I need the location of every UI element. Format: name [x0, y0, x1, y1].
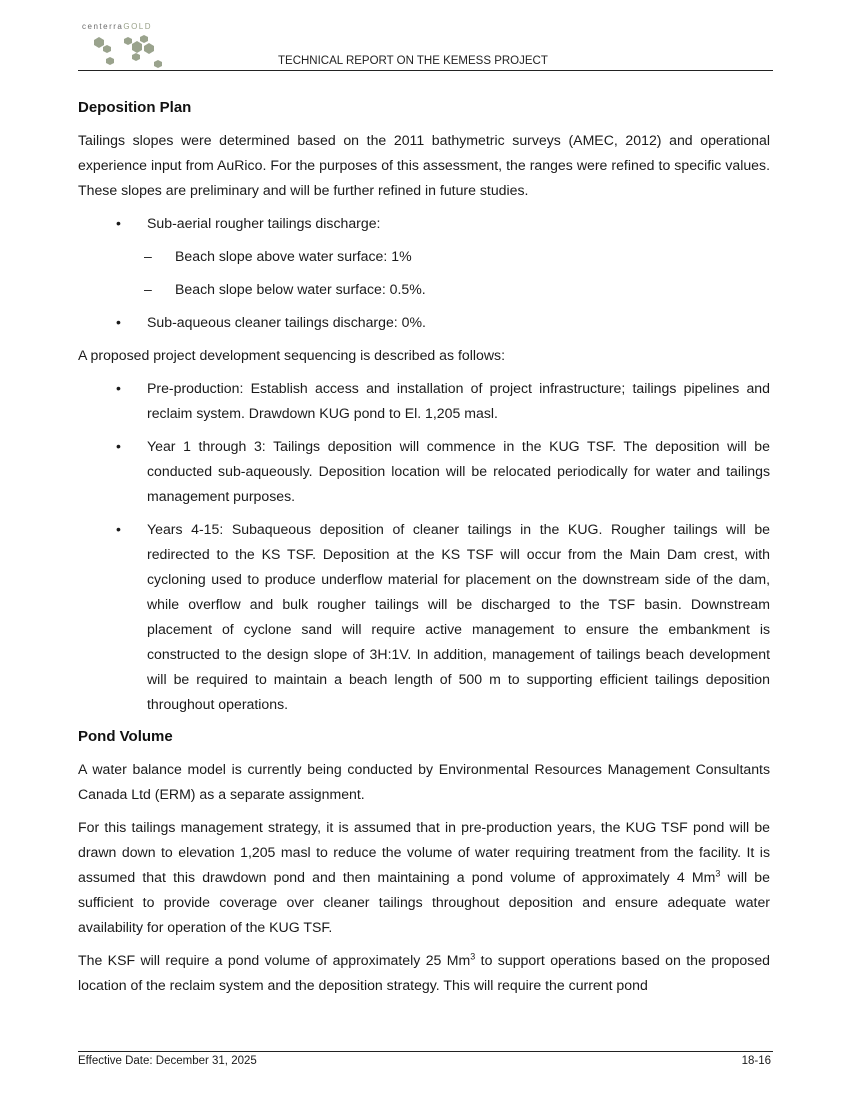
company-logo	[82, 22, 172, 70]
dash-icon: –	[144, 248, 152, 264]
list-item-text: Pre-production: Establish access and installation of project infrastructure; tailings pipelines and reclaim system. Drawdown KUG pond to El. 1,205 masl.	[147, 380, 770, 421]
report-title: TECHNICAL REPORT ON THE KEMESS PROJECT	[278, 55, 548, 67]
bullet-icon: •	[116, 215, 121, 231]
footer-divider	[78, 1051, 773, 1052]
bullet-icon: •	[116, 438, 121, 454]
sub-list	[144, 244, 770, 302]
logo-wordmark: centerraGOLD	[82, 22, 153, 31]
heading-deposition-plan: Deposition Plan	[78, 99, 192, 116]
bullet-icon: •	[116, 314, 121, 330]
header-divider	[78, 70, 773, 71]
sequence-list	[78, 376, 770, 717]
superscript-3: 3	[470, 951, 476, 962]
heading-pond-volume: Pond Volume	[78, 728, 173, 745]
sub-list-item-text: Beach slope below water surface: 0.5%.	[175, 281, 426, 297]
list-item-text: Year 1 through 3: Tailings deposition will commence in the KUG TSF. The deposition will be conducted sub-aqueously. Deposition location will be relocated periodically for water and tailings management purposes.	[147, 438, 770, 504]
sub-list-item	[146, 244, 770, 269]
list-item	[78, 376, 770, 426]
superscript-3: 3	[715, 868, 721, 879]
list-item-text: Sub-aqueous cleaner tailings discharge: 0%.	[147, 314, 426, 330]
dash-icon: –	[144, 281, 152, 297]
sub-list-item	[146, 277, 770, 302]
pond-paragraph-2: For this tailings management strategy, it is assumed that in pre-production years, the KUG TSF pond will be drawn down to elevation 1,205 masl to reduce the volume of water requiring treatment from the facility. It is assumed that this drawdown pond and then maintaining a pond volume of approximately 4 Mm$^3$ will be sufficient to provide coverage over cleaner tailings throughout deposition and ensure adequate water availability for operation of the KUG TSF.	[78, 819, 770, 935]
list-item-text: Sub-aerial rougher tailings discharge:	[147, 215, 381, 231]
list-item	[78, 310, 770, 335]
bullet-icon: •	[116, 521, 121, 537]
deposition-intro-paragraph: Tailings slopes were determined based on the 2011 bathymetric surveys (AMEC, 2012) and operational experience input from AuRico. For the purposes of this assessment, the ranges were refined to specific values. These slopes are preliminary and will be further refined in future studies.	[78, 132, 770, 198]
list-item	[78, 434, 770, 509]
sequence-intro-paragraph: A proposed project development sequencing is described as follows:	[78, 347, 505, 363]
logo-hexagon-icon	[86, 34, 166, 74]
footer-effective-date: Effective Date: December 31, 2025	[78, 1055, 257, 1067]
slope-list	[78, 211, 770, 335]
sub-list-item-text: Beach slope above water surface: 1%	[175, 248, 412, 264]
list-item	[78, 517, 770, 717]
bullet-icon: •	[116, 380, 121, 396]
pond-paragraph-3: The KSF will require a pond volume of approximately 25 Mm$^3$ to support operations based on the proposed location of the reclaim system and the deposition strategy. This will require the current pond	[78, 951, 770, 993]
list-item-text: Years 4-15: Subaqueous deposition of cleaner tailings in the KUG. Rougher tailings will be redirected to the KS TSF. Deposition at the KS TSF will occur from the Main Dam crest, with cycloning used to produce underflow material for placement on the downstream side of the dam, while overflow and bulk rougher tailings will be discharged to the TSF basin. Downstream placement of cyclone sand will require active management to ensure the embankment is constructed to the design slope of 3H:1V. In addition, management of tailings beach development will be required to maintain a beach length of 500 m to supporting efficient tailings deposition throughout operations.	[147, 521, 770, 712]
page-body	[78, 96, 770, 1006]
list-item	[78, 211, 770, 302]
page-header	[78, 18, 773, 70]
pond-paragraph-1: A water balance model is currently being conducted by Environmental Resources Management Consultants Canada Ltd (ERM) as a separate assignment.	[78, 761, 770, 802]
footer-page-number: 18-16	[741, 1055, 771, 1067]
